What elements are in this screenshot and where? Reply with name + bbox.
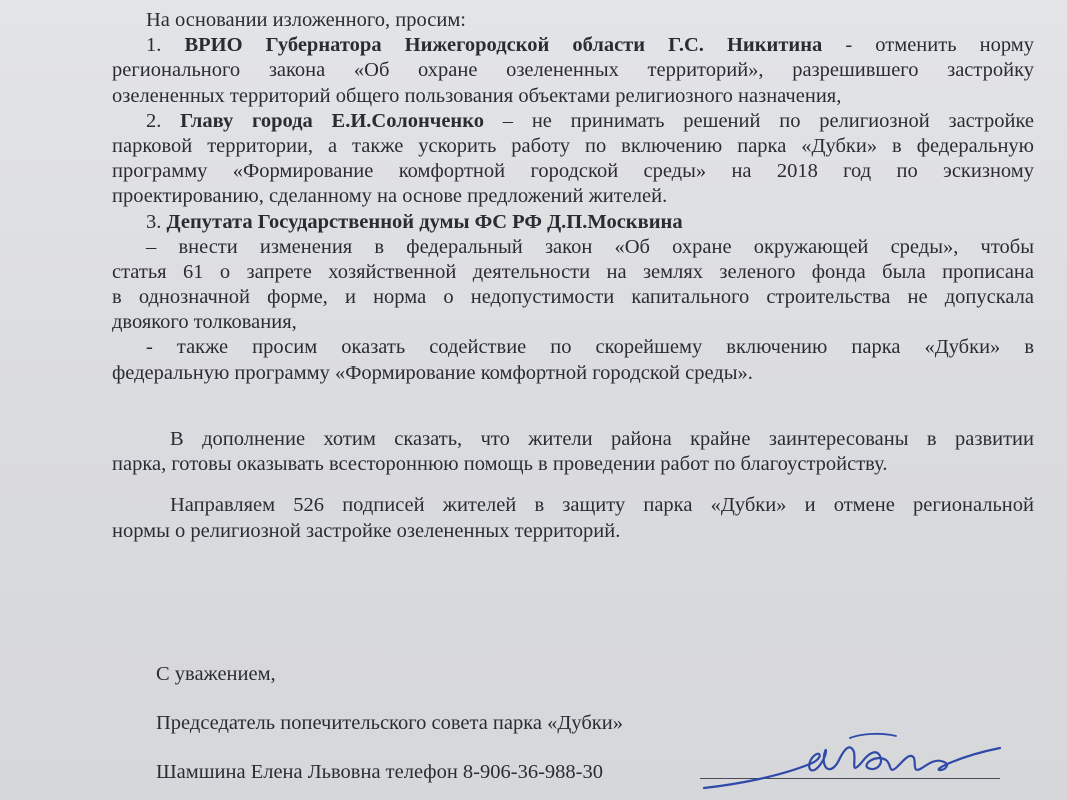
item3-sub2-line1: - также просим оказать содействие по скорейшему включению парка «Дубки» в [146, 336, 1034, 359]
item1-line1 [112, 33, 1034, 58]
item2-line1 [112, 109, 1034, 134]
addition-line2: парка, готовы оказывать всестороннюю помощь в проведении работ по благоустройству. [112, 453, 888, 476]
item1-line3: озелененных территорий общего пользования объектами религиозного назначения, [112, 84, 842, 107]
item3-addressee: Депутата Государственной думы ФС РФ Д.П.Москвина [166, 210, 683, 233]
signatures-line1: Направляем 526 подписей жителей в защиту парка «Дубки» и отмене региональной [170, 494, 1034, 517]
closing-salutation: С уважением, [156, 663, 276, 685]
signer-name-phone: Шамшина Елена Львовна телефон 8-906-36-988-30 [156, 761, 603, 783]
intro-text: На основании изложенного, просим: [146, 9, 466, 31]
item1-number: 1. [146, 34, 162, 57]
item2-line3: программу «Формирование комфортной городской среды» на 2018 год по эскизному [112, 160, 1034, 183]
intro-line [112, 8, 1034, 33]
item1-addressee: ВРИО Губернатора Нижегородской области Г.С. Никитина [184, 34, 823, 57]
addition-line1: В дополнение хотим сказать, что жители района крайне заинтересованы в развитии [170, 428, 1034, 450]
signatures-line2: нормы о религиозной застройке озелененных территорий. [112, 519, 621, 542]
item2-addressee: Главу города Е.И.Солонченко [180, 109, 485, 132]
item1-line2: регионального закона «Об охране озелененных территорий», разрешившего застройку [112, 59, 1034, 82]
item3-number: 3. [146, 210, 162, 233]
item3-sub1-line3: в однозначной форме, и норма о недопустимости капитального строительства не допускала [112, 286, 1034, 309]
handwritten-signature [700, 718, 1030, 800]
item3-sub1-line2: статья 61 о запрете хозяйственной деятельности на землях зеленого фонда была прописана [112, 260, 1034, 283]
item3-line1 [112, 210, 1034, 235]
item3-sub2-line2: федеральную программу «Формирование комфортной городской среды». [112, 361, 753, 384]
item3-sub1-line1: – внести изменения в федеральный закон «Об охране окружающей среды», чтобы [146, 235, 1034, 258]
item3-sub1-line4: двоякого толкования, [112, 311, 297, 334]
item2-number: 2. [146, 109, 162, 132]
item2-line2: парковой территории, а также ускорить работу по включению парка «Дубки» в федеральную [112, 134, 1034, 157]
item2-request-start: – не принимать решений по религиозной застройке [484, 109, 1034, 132]
letter-body [112, 8, 1034, 544]
item1-request-start: - отменить норму [822, 34, 1034, 57]
closing-block [156, 662, 623, 785]
item2-line4: проектированию, сделанному на основе предложений жителей. [112, 185, 668, 208]
signer-position: Председатель попечительского совета парка «Дубки» [156, 712, 623, 734]
